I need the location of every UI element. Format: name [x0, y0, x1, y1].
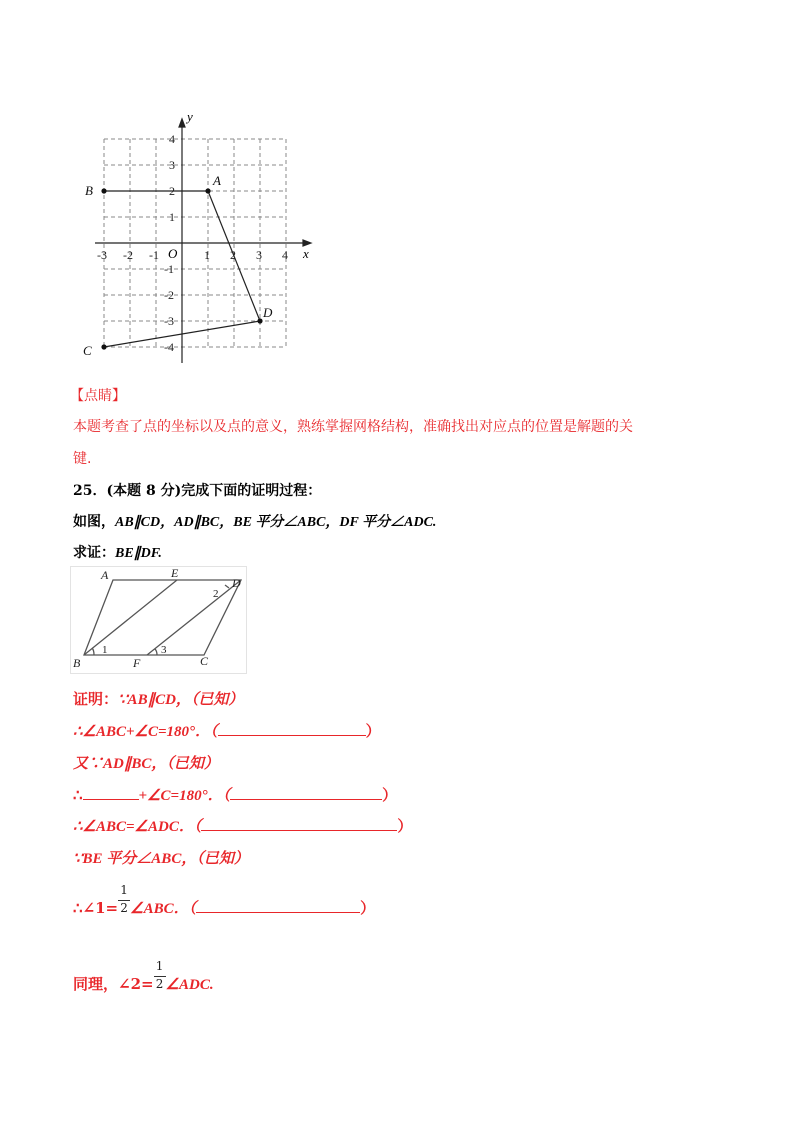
x-tick: 2	[230, 248, 236, 262]
proof-line-5	[73, 815, 412, 836]
x-tick: -1	[149, 248, 159, 262]
problem-header	[73, 480, 321, 500]
reason-blank-4[interactable]	[196, 898, 360, 913]
y-tick: -1	[164, 262, 174, 276]
proof-line-7-start: ∴∠1=	[73, 899, 119, 917]
reason-blank-3[interactable]	[201, 816, 397, 831]
label-A: A	[101, 568, 109, 582]
point-label-C: C	[83, 343, 92, 358]
problem-prefix: (本题 8 分)完成下面的证明过程：	[106, 483, 322, 499]
proof-line-1	[73, 688, 243, 709]
coordinate-figure	[75, 105, 325, 370]
angle-label-2: 2	[213, 588, 219, 600]
point-A	[205, 188, 210, 193]
fraction-denominator: 2	[118, 900, 130, 915]
point-C	[101, 344, 106, 349]
label-B: B	[73, 656, 81, 670]
point-label-A: A	[213, 173, 221, 188]
y-tick: 1	[169, 210, 175, 224]
point-label-B: B	[85, 183, 93, 198]
origin-label: O	[168, 246, 178, 261]
axis-x-label: x	[303, 246, 309, 261]
angle-label-1: 1	[102, 644, 108, 656]
given-text: AB∥CD，AD∥BC，BE 平分∠ABC，DF 平分∠ADC.	[115, 515, 437, 530]
parallelogram-figure	[70, 566, 247, 674]
close-paren: ）	[360, 899, 376, 917]
proof-line-7	[73, 883, 376, 918]
proof-line-8-start: 同理，∠2=	[73, 975, 154, 993]
y-tick: -4	[164, 340, 174, 354]
problem-prove	[73, 542, 162, 562]
x-tick: 4	[282, 248, 288, 262]
fraction-numerator: 1	[120, 883, 128, 897]
given-intro: 如图，	[73, 514, 115, 530]
reason-blank-1[interactable]	[218, 721, 366, 736]
problem-given	[73, 511, 436, 531]
proof-line-1-text: ∵AB∥CD，（已知）	[118, 692, 244, 708]
label-E: E	[171, 566, 179, 580]
proof-line-2-text: ∴∠ABC+∠C=180°．（	[73, 724, 218, 740]
comment-text-1: 本题考查了点的坐标以及点的意义，熟练掌握网格结构，准确找出对应点的位置是解题的关	[73, 419, 633, 435]
y-tick: -3	[164, 314, 174, 328]
x-tick-labels	[97, 248, 288, 262]
y-tick: -2	[164, 288, 174, 302]
prove-label: 求证：	[73, 545, 115, 561]
label-C: C	[200, 654, 209, 668]
point-B	[101, 188, 106, 193]
proof-line-6-text: ∵BE 平分∠ABC，（已知）	[73, 851, 249, 867]
answer-blank-angle[interactable]	[83, 785, 139, 800]
fraction-denominator: 2	[154, 976, 166, 991]
y-tick: 4	[169, 132, 175, 146]
prove-text: BE∥DF.	[115, 546, 162, 561]
angle-arc-1	[92, 648, 94, 655]
label-D: D	[232, 576, 241, 590]
label-F: F	[133, 656, 141, 670]
proof-line-8	[73, 959, 214, 994]
point-D	[257, 318, 262, 323]
axes	[95, 119, 311, 363]
fraction-numerator: 1	[155, 959, 164, 973]
x-tick: -2	[123, 248, 133, 262]
y-tick: 3	[169, 158, 175, 172]
proof-line-8-text: ∠ADC.	[165, 977, 214, 993]
proof-line-4	[73, 784, 397, 805]
proof-line-5-text: ∴∠ABC=∠ADC．（	[73, 819, 202, 835]
proof-line-2	[73, 720, 381, 741]
angle-label-3: 3	[161, 644, 167, 656]
proof-line-3-text: 又∵AD∥BC，（已知）	[73, 756, 219, 772]
comment-heading: 【点睛】	[70, 388, 126, 404]
y-tick: 2	[169, 184, 175, 198]
x-tick: -3	[97, 248, 107, 262]
close-paren: ）	[397, 817, 413, 835]
reason-blank-2[interactable]	[230, 785, 382, 800]
problem-number: 25．	[73, 483, 107, 499]
angle-arc-2	[225, 585, 229, 588]
proof-line-4-start: ∴	[73, 786, 83, 804]
angle-arc-3	[155, 649, 157, 655]
proof-line-4-text: +∠C=180°．（	[138, 788, 231, 804]
close-paren: ）	[365, 722, 381, 740]
proof-line-3	[73, 752, 219, 773]
proof-line-6	[73, 847, 249, 868]
proof-label: 证明：	[73, 690, 119, 708]
proof-line-7-text: ∠ABC．（	[130, 901, 197, 917]
close-paren: ）	[382, 786, 398, 804]
x-tick: 3	[256, 248, 262, 262]
point-label-D: D	[263, 305, 273, 320]
comment-text-2: 键.	[73, 451, 92, 467]
x-tick: 1	[204, 248, 210, 262]
axis-y-label: y	[187, 109, 193, 124]
